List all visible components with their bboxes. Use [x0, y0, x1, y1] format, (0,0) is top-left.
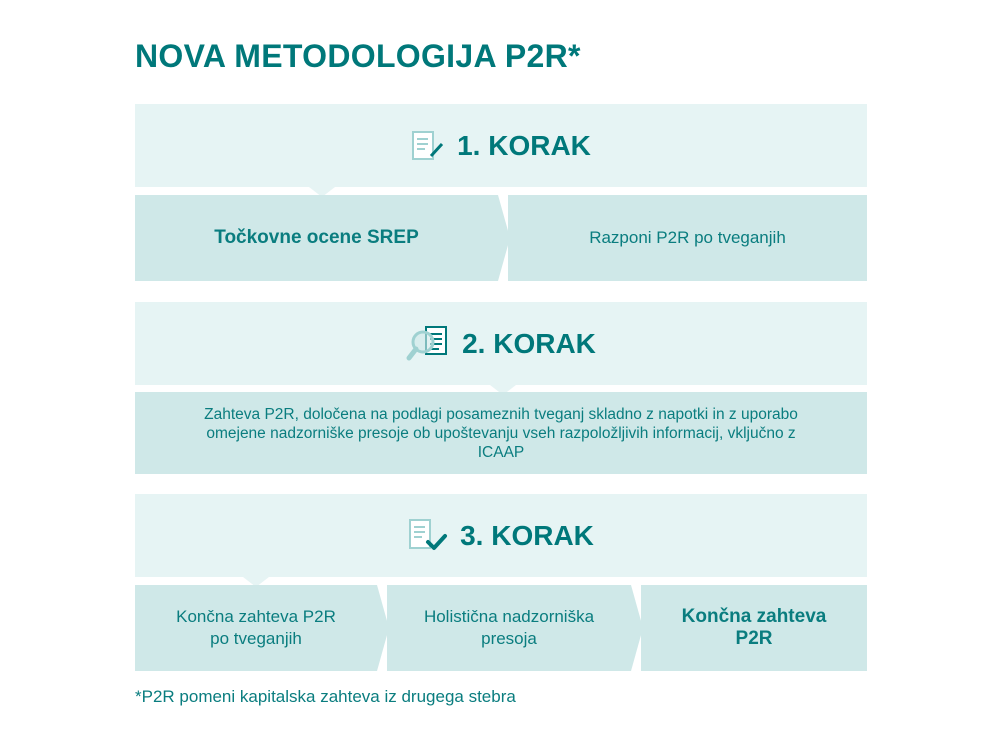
step-1-cell-srep-text: Točkovne ocene SREP [214, 227, 419, 248]
step-2-description-text: Zahteva P2R, določena na podlagi posameznih tveganj skladno z napotki in z uporabo omejene nadzorniške presoje ob upoštevanju vseh razpoložljivih informacij, vključno z ICAAP [204, 405, 798, 461]
step-3-cell-risk-requirement-text: Končna zahteva P2R po tveganjih [176, 607, 336, 648]
document-check-icon [408, 518, 448, 554]
step-1-label: 1. KORAK [457, 129, 591, 161]
step-3-cell-risk-requirement [135, 585, 377, 671]
magnifier-document-icon [406, 324, 450, 364]
step-1-cell-ranges [508, 195, 867, 281]
step-2-description [135, 392, 867, 474]
footnote: *P2R pomeni kapitalska zahteva iz drugega stebra [135, 687, 516, 706]
step-3-label: 3. KORAK [460, 519, 594, 551]
page-title: NOVA METODOLOGIJA P2R* [135, 38, 581, 74]
step-3-cell-final [641, 585, 867, 671]
step-1-header [135, 104, 867, 187]
document-pen-icon [411, 130, 445, 162]
step-1-cell-srep [135, 195, 498, 281]
step-3-cell-holistic-text: Holistična nadzorniška presoja [423, 607, 595, 648]
step-1-cell-ranges-text: Razponi P2R po tveganjih [589, 228, 786, 247]
step-3-header [135, 494, 867, 577]
step-3-cell-holistic [387, 585, 631, 671]
step-2-header [135, 302, 867, 385]
step-3-cell-final-text: Končna zahteva P2R [681, 606, 827, 649]
step-2-label: 2. KORAK [462, 327, 596, 359]
